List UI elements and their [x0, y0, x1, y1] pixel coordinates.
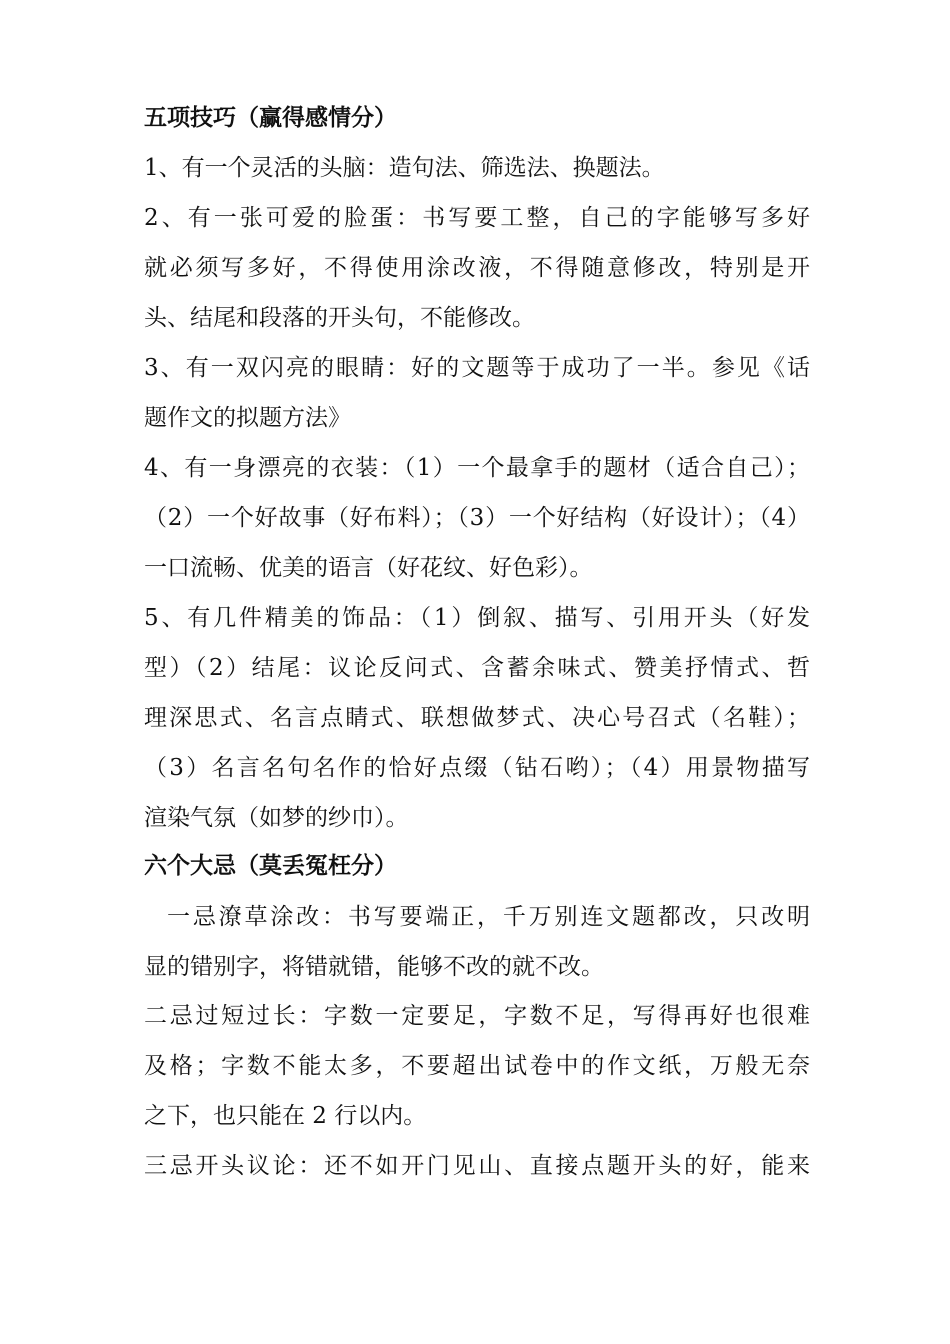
text-line: 就必须写多好，不得使用涂改液，不得随意修改，特别是开 — [144, 255, 810, 281]
text-line: 一口流畅、优美的语言（好花纹、好色彩）。 — [144, 555, 593, 581]
text-line: 2、有一张可爱的脸蛋：书写要工整，自己的字能够写多好 — [144, 205, 810, 231]
text-line: 理深思式、名言点睛式、联想做梦式、决心号召式（名鞋）； — [144, 705, 810, 731]
text-line: 4、有一身漂亮的衣装：（1）一个最拿手的题材（适合自己）； — [144, 455, 810, 481]
text-line: 型）（2）结尾：议论反问式、含蓄余味式、赞美抒情式、哲 — [144, 655, 810, 681]
section-heading-five-skills: 五项技巧（赢得感情分） — [144, 104, 397, 131]
text-line: 1、有一个灵活的头脑：造句法、筛选法、换题法。 — [144, 155, 665, 181]
text-line: 及格；字数不能太多，不要超出试卷中的作文纸，万般无奈 — [144, 1053, 810, 1079]
text-line: 显的错别字，将错就错，能够不改的就不改。 — [144, 954, 604, 980]
text-line: 3、有一双闪亮的眼睛：好的文题等于成功了一半。参见《话 — [144, 355, 810, 381]
text-line: 之下，也只能在 2 行以内。 — [144, 1103, 427, 1129]
text-line: 头、结尾和段落的开头句，不能修改。 — [144, 305, 535, 331]
text-line: （3）名言名句名作的恰好点缀（钻石哟）；（4）用景物描写 — [144, 755, 810, 781]
section-heading-six-taboos: 六个大忌（莫丢冤枉分） — [144, 852, 397, 879]
text-line: 渲染气氛（如梦的纱巾）。 — [144, 805, 409, 831]
text-line: （2）一个好故事（好布料）；（3）一个好结构（好设计）；（4） — [144, 505, 810, 531]
text-line: 一忌潦草涂改：书写要端正，千万别连文题都改，只改明 — [167, 904, 810, 930]
text-line: 二忌过短过长：字数一定要足，字数不足，写得再好也很难 — [144, 1003, 810, 1029]
text-line: 5、有几件精美的饰品：（1）倒叙、描写、引用开头（好发 — [144, 605, 810, 631]
text-line: 三忌开头议论：还不如开门见山、直接点题开头的好，能来 — [144, 1153, 810, 1179]
text-line: 题作文的拟题方法》 — [144, 405, 351, 431]
